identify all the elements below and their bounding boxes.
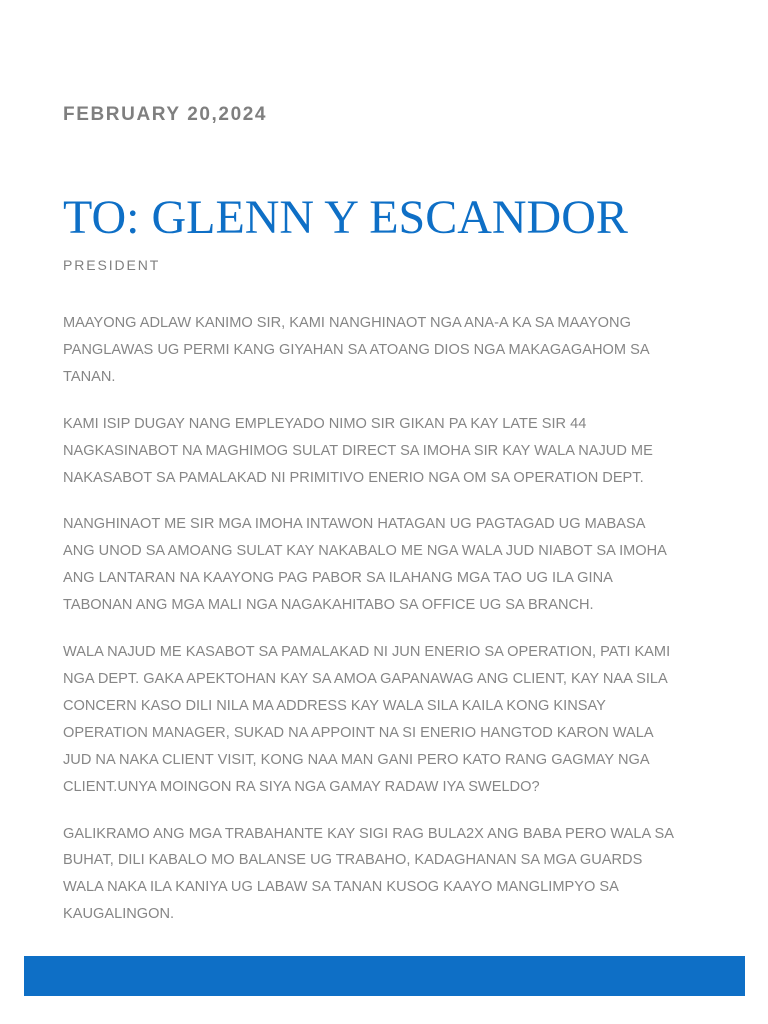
text-line: JUD NA NAKA CLIENT VISIT, KONG NAA MAN GANI PERO KATO RANG GAGMAY NGA: [63, 751, 650, 768]
letter-date: FEBRUARY 20,2024: [63, 104, 268, 125]
paragraph: [63, 821, 711, 929]
text-line: PANGLAWAS UG PERMI KANG GIYAHAN SA ATOANG DIOS NGA MAKAGAGAHOM SA: [63, 341, 650, 358]
text-line: MAAYONG ADLAW KANIMO SIR, KAMI NANGHINAOT NGA ANA-A KA SA MAAYONG: [63, 315, 631, 331]
paragraph: [63, 511, 711, 619]
text-line: KAMI ISIP DUGAY NANG EMPLEYADO NIMO SIR GIKAN PA KAY LATE SIR 44: [63, 415, 587, 432]
text-line: NAKASABOT SA PAMALAKAD NI PRIMITIVO ENERIO NGA OM SA OPERATION DEPT.: [63, 469, 644, 486]
paragraph: [63, 639, 711, 800]
text-line: CLIENT.UNYA MOINGON RA SIYA NGA GAMAY RADAW IYA SWELDO?: [63, 778, 540, 795]
text-line: WALA NAKA ILA KANIYA UG LABAW SA TANAN KUSOG KAAYO MANGLIMPYO SA: [63, 879, 619, 896]
paragraph: [63, 411, 711, 492]
text-line: KAUGALINGON.: [63, 906, 175, 923]
text-line: OPERATION MANAGER, SUKAD NA APPOINT NA SI ENERIO HANGTOD KARON WALA: [63, 724, 654, 741]
paragraph: [63, 310, 711, 391]
text-line: TABONAN ANG MGA MALI NGA NAGAKAHITABO SA OFFICE UG SA BRANCH.: [63, 597, 594, 614]
recipient-role: PRESIDENT: [63, 257, 161, 273]
letter-body: [63, 310, 711, 948]
text-line: ANG LANTARAN NA KAAYONG PAG PABOR SA ILAHANG MGA TAO UG ILA GINA: [63, 570, 613, 587]
text-line: NANGHINAOT ME SIR MGA IMOHA INTAWON HATAGAN UG PAGTAGAD UG MABASA: [63, 516, 646, 533]
text-line: BUHAT, DILI KABALO MO BALANSE UG TRABAHO, KADAGHANAN SA MGA GUARDS: [63, 852, 643, 869]
text-line: GALIKRAMO ANG MGA TRABAHANTE KAY SIGI RAG BULA2X ANG BABA PERO WALA SA: [63, 825, 674, 842]
text-line: TANAN.: [63, 368, 116, 385]
recipient-heading: TO: GLENN Y ESCANDOR: [63, 191, 628, 244]
text-line: ANG UNOD SA AMOANG SULAT KAY NAKABALO ME NGA WALA JUD NIABOT SA IMOHA: [63, 543, 667, 560]
text-line: CONCERN KASO DILI NILA MA ADDRESS KAY WALA SILA KAILA KONG KINSAY: [63, 697, 606, 714]
text-line: WALA NAJUD ME KASABOT SA PAMALAKAD NI JUN ENERIO SA OPERATION, PATI KAMI: [63, 644, 671, 661]
footer-accent-bar: [24, 956, 745, 996]
text-line: NAGKASINABOT NA MAGHIMOG SULAT DIRECT SA IMOHA SIR KAY WALA NAJUD ME: [63, 442, 653, 459]
text-line: NGA DEPT. GAKA APEKTOHAN KAY SA AMOA GAPANAWAG ANG CLIENT, KAY NAA SILA: [63, 670, 668, 687]
